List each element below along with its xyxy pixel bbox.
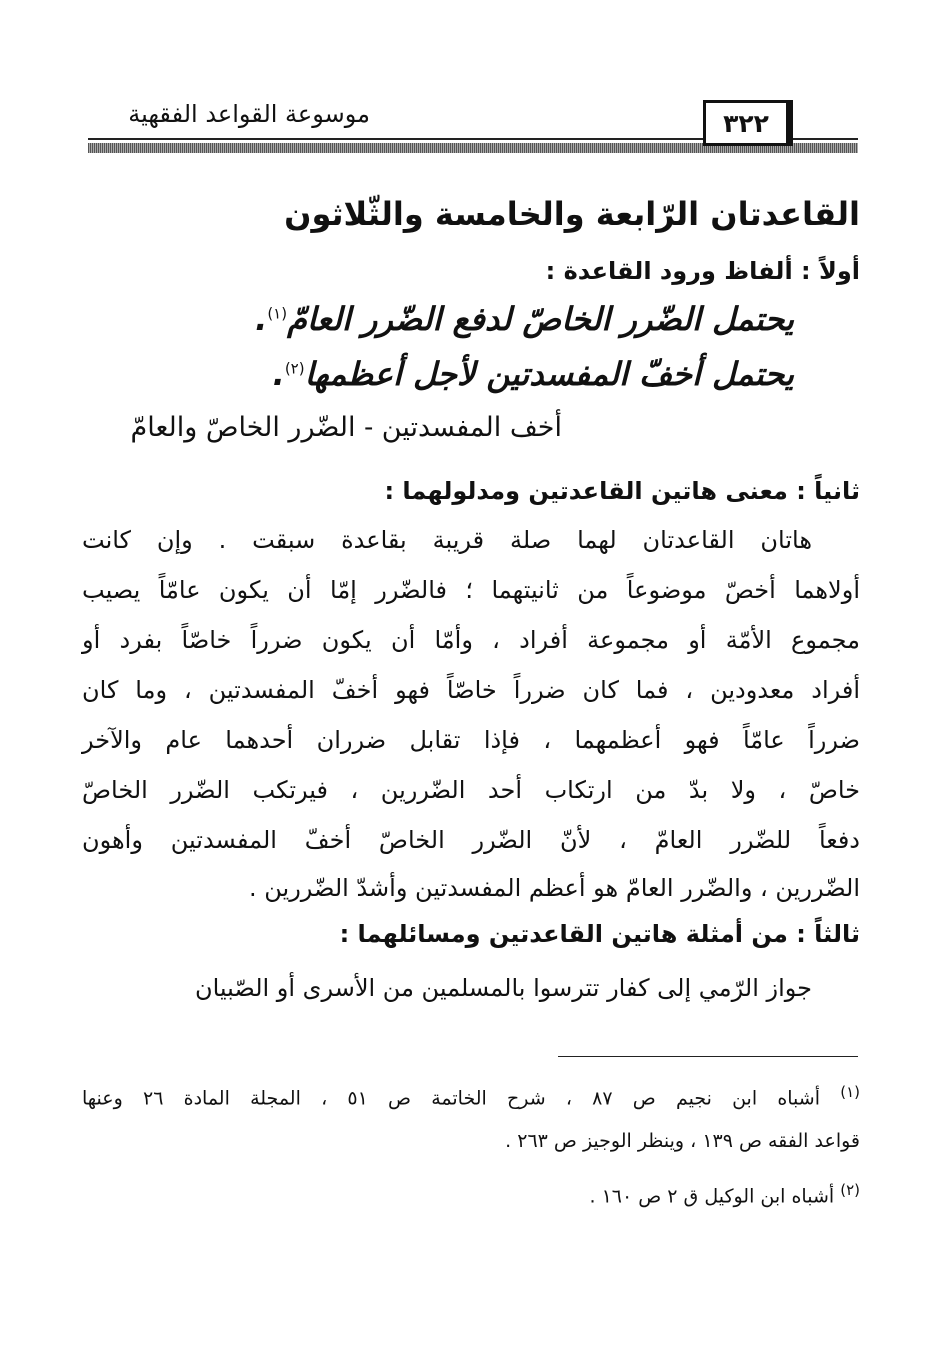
rule1-period: . — [255, 300, 268, 338]
footnote-1-marker: (١) — [840, 1083, 860, 1101]
rule1-text: يحتمل الضّرر الخاصّ لدفع الضّرر العامّ — [287, 300, 794, 338]
footnote-1-continued: قواعد الفقه ص ١٣٩ ، وينظر الوجيز ص ٢٦٣ . — [505, 1130, 860, 1152]
rule-statement-2 — [273, 355, 794, 393]
rule-statement-1 — [255, 300, 794, 338]
footnote-separator — [558, 1056, 858, 1057]
paragraph-line: جواز الرّمي إلى كفار تترسوا بالمسلمين من الأسرى أو الصّبيان — [194, 974, 812, 1002]
section-heading: القاعدتان الرّابعة والخامسة والثّلاثون — [284, 195, 860, 233]
footnote-1-text: أشباه ابن نجيم ص ٨٧ ، شرح الخاتمة ص ٥١ ، المجلة المادة ٢٦ وعنها — [82, 1087, 820, 1110]
paragraph-line: خاصّ ، ولا بدّ من ارتكاب أحد الضّررين ، فيرتكب الضّرر الخاصّ — [82, 776, 860, 804]
footnote-2-marker: (٢) — [840, 1181, 860, 1199]
footnote-2 — [589, 1175, 861, 1208]
paragraph-line: أفراد معدودين ، فما كان ضرراً خاصّاً فهو أخفّ المفسدتين ، وما كان — [82, 676, 860, 704]
running-title: موسوعة القواعد الفقهية — [128, 100, 370, 128]
paragraph-line: هاتان القاعدتان لهما صلة قريبة بقاعدة سبقت . وإن كانت — [82, 526, 812, 554]
section2-label: ثانياً : معنى هاتين القاعدتين ومدلولهما : — [384, 477, 860, 505]
page-number-box — [703, 100, 793, 146]
rule1-footnote-ref: (١) — [267, 304, 288, 323]
section3-label: ثالثاً : من أمثلة هاتين القاعدتين ومسائلهما : — [339, 920, 860, 948]
paragraph-line: دفعاً للضّرر العامّ ، لأنّ الضّرر الخاصّ أخفّ المفسدتين وأهون — [82, 826, 860, 854]
section1-label: أولاً : ألفاظ ورود القاعدة : — [545, 257, 860, 285]
paragraph-line: الضّررين ، والضّرر العامّ هو أعظم المفسدتين وأشدّ الضّررين . — [249, 874, 860, 902]
paragraph-line: ضرراً عامّاً فهو أعظمهما ، فإذا تقابل ضرران أحدهما عام والآخر — [82, 726, 860, 754]
footnote-1 — [82, 1077, 860, 1110]
page-number: ٣٢٢ — [723, 108, 769, 138]
rule2-footnote-ref: (٢) — [284, 359, 305, 378]
footnote-2-text: أشباه ابن الوكيل ق ٢ ص ١٦٠ . — [589, 1185, 835, 1208]
rule-summary: أخف المفسدتين - الضّرر الخاصّ والعامّ — [130, 412, 562, 443]
rule2-text: يحتمل أخفّ المفسدتين لأجل أعظمها — [304, 355, 794, 393]
paragraph-line: مجموع الأمّة أو مجموعة أفراد ، وأمّا أن يكون ضرراً خاصّاً بفرد أو — [82, 626, 860, 654]
rule2-period: . — [272, 355, 285, 393]
paragraph-line: أولاهما أخصّ موضوعاً من ثانيتهما ؛ فالضّرر إمّا أن يكون عامّاً يصيب — [82, 576, 860, 604]
